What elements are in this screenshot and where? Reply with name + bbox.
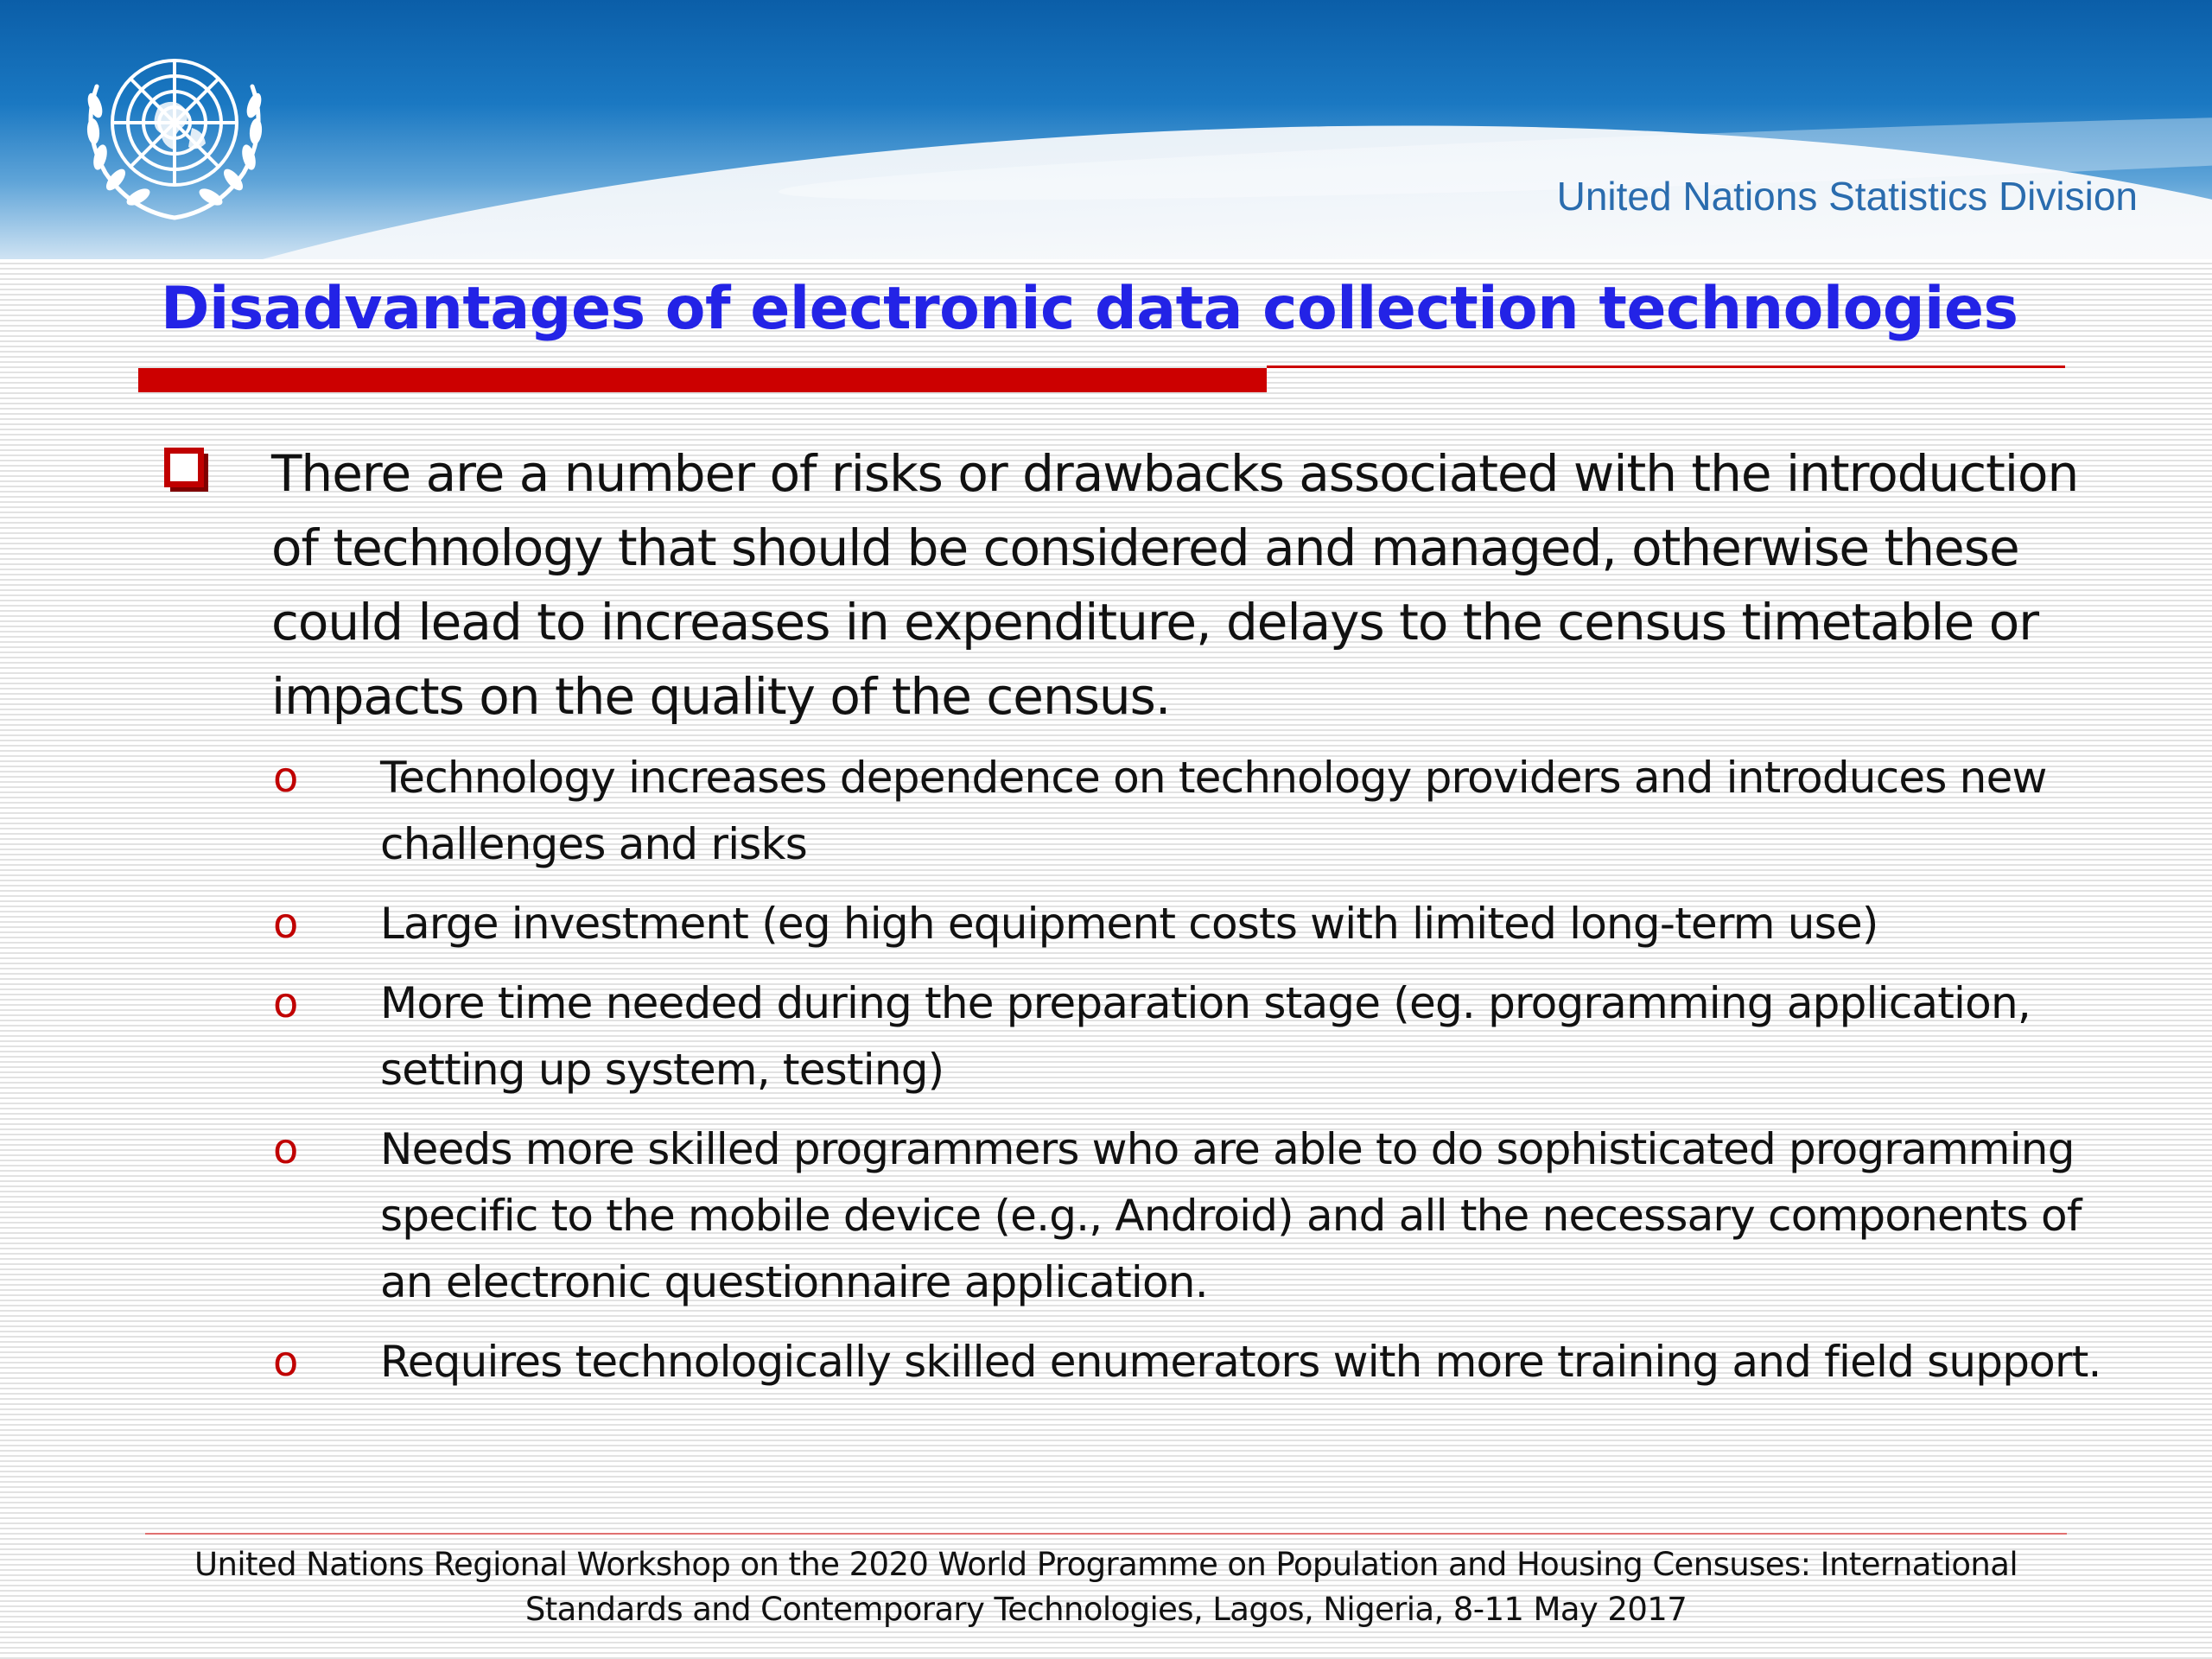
slide-title: Disadvantages of electronic data collection technologies [161,275,2018,343]
title-underline-thin [1267,365,2065,368]
header-banner [0,0,2212,259]
list-item-text: Large investment (eg high equipment costs with limited long-term use) [380,899,1878,949]
bullet-marker: o [273,1125,298,1173]
list-item-text: Needs more skilled programmers who are able to do sophisticated programming specific to the mobile device (e.g., Android) and all the necessary components of an electronic questionnaire application. [380,1124,2082,1307]
footer-text: United Nations Regional Workshop on the 2020 World Programme on Population and Housing Censuses: International Standards and Contemporary Technologies, Lagos, Nigeria, 8-11 May 2017 [194,1546,2018,1628]
list-item [273,1116,2108,1316]
sub-point-list [273,745,2108,1408]
list-item-text: Requires technologically skilled enumerators with more training and field support. [380,1337,2101,1387]
list-item [273,1329,2108,1395]
list-item-text: Technology increases dependence on technology providers and introduces new challenges and risks [380,753,2047,869]
checkbox-bullet-icon [164,448,204,487]
un-emblem-icon [62,26,287,229]
bullet-marker: o [273,1338,298,1386]
main-point-text: There are a number of risks or drawbacks associated with the introduction of technology that should be considered and managed, otherwise these could lead to increases in expenditure, delays to the census timetable or impacts on the quality of the census. [271,444,2079,726]
list-item-text: More time needed during the preparation stage (eg. programming application, setting up system, testing) [380,978,2031,1095]
org-name: United Nations Statistics Division [1556,174,2138,219]
list-item [273,891,2108,957]
bullet-marker: o [273,979,298,1027]
list-item [273,970,2108,1103]
bullet-marker: o [273,899,298,948]
list-item [273,745,2108,878]
bullet-marker: o [273,753,298,802]
footer-divider [145,1533,2067,1535]
title-underline-thick [138,368,1267,392]
